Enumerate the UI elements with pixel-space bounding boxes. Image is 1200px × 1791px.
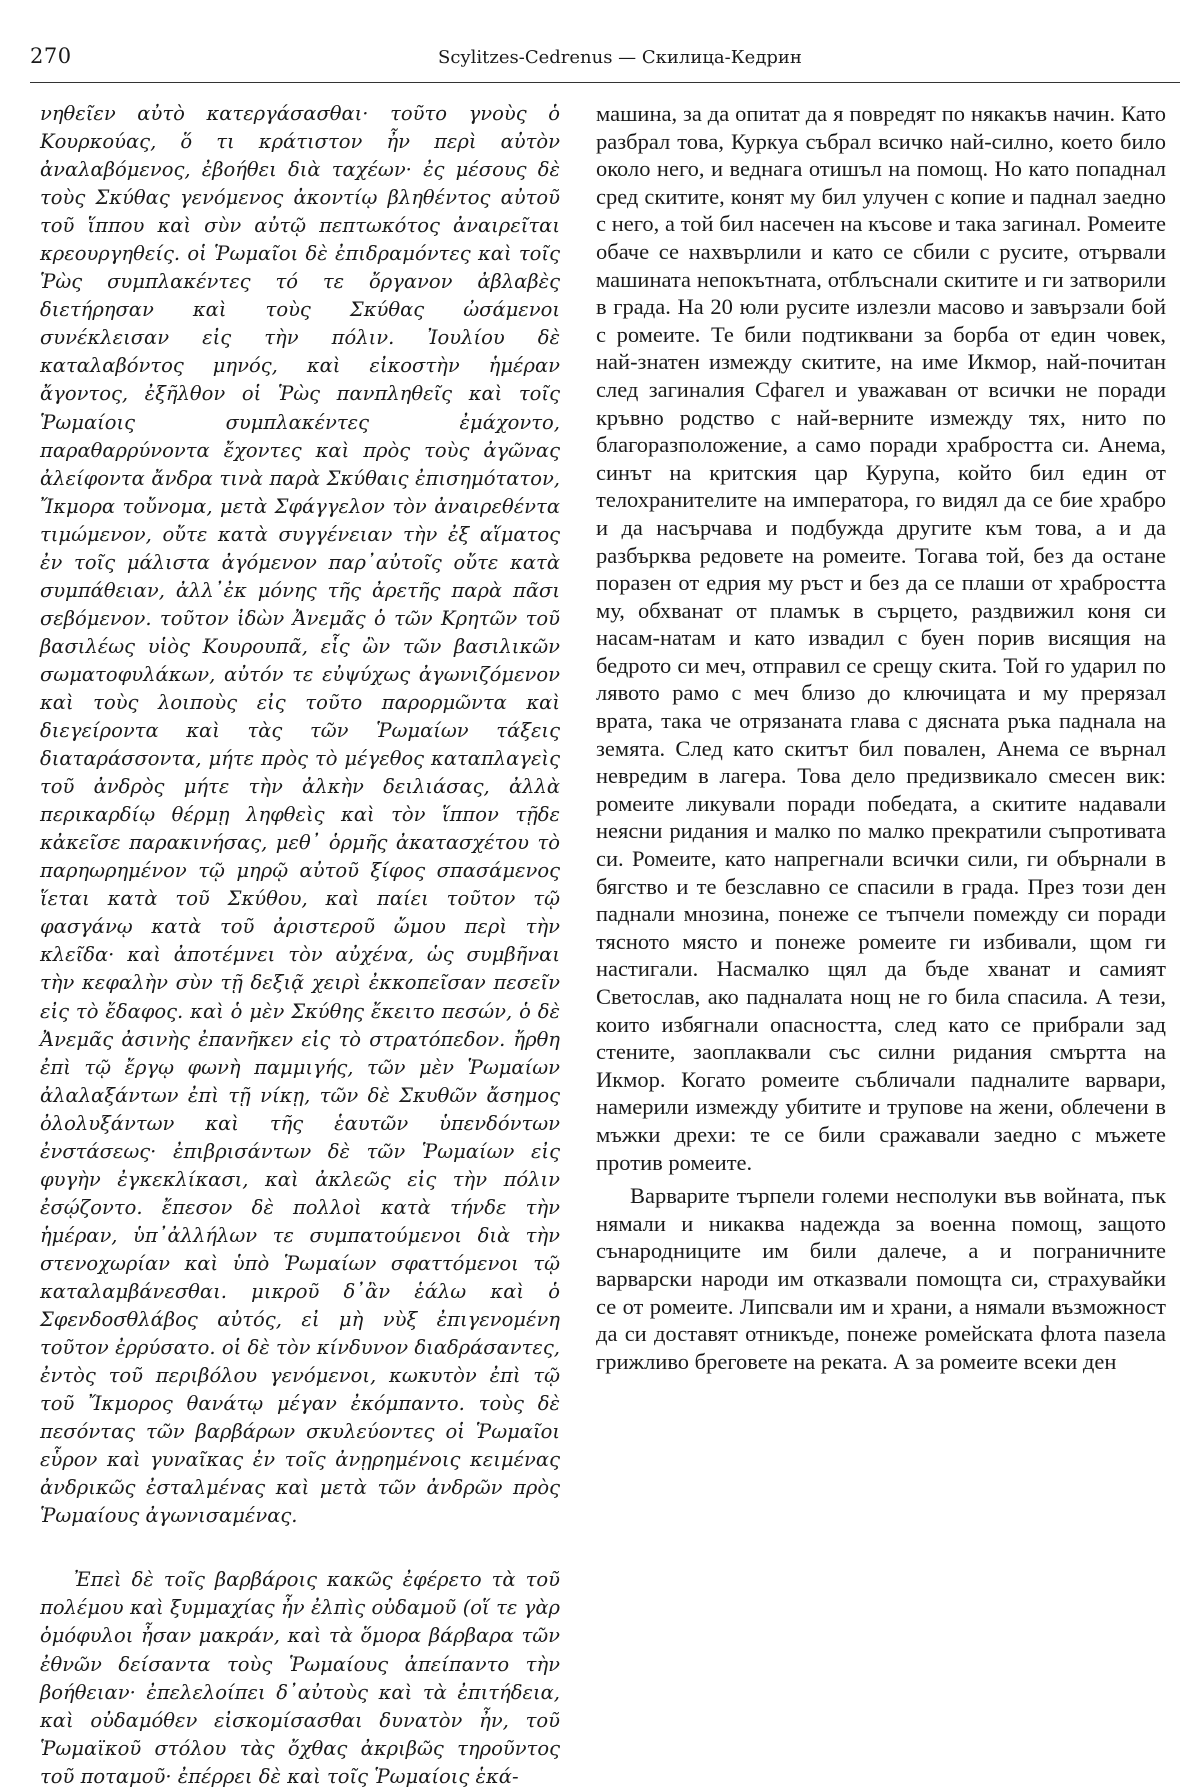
page-header	[30, 44, 1180, 76]
bulgarian-translation-column	[596, 100, 1166, 1375]
greek-paragraph-2: Ἐπεὶ δὲ τοῖς βαρβάροις κακῶς ἐφέρετο τὰ τοῦ πολέμου καὶ ξυμμαχίας ἦν ἐλπὶς οὐδαμοῦ (οἵ τε γὰρ ὁμόφυλοι ἦσαν μακράν, καὶ τὰ ὅμορα βάρβαρα τῶν ἐθνῶν δείσαντα τοὺς Ῥωμαίους ἀπείπαντο τὴν βοήθειαν· ἐπελελοίπει δ᾽αὐτοὺς καὶ τὰ ἐπιτήδεια, καὶ οὐδαμόθεν εἰσκομίσασθαι δυνατὸν ἦν, τοῦ Ῥωμαϊκοῦ στόλου τὰς ὄχθας ἀκριβῶς τηροῦντος τοῦ ποταμοῦ· ἐπέρρει δὲ καὶ τοῖς Ῥωμαίοις ἑκά-	[40, 1568, 560, 1788]
greek-paragraph-1: νηθεῖεν αὐτὸ κατεργάσασθαι· τοῦτο γνοὺς ὁ Κουρκούας, ὅ τι κράτιστον ἦν περὶ αὐτὸν ἀναλαβόμενος, ἐβοήθει διὰ ταχέων· ἐς μέσους δὲ τοὺς Σκύθας γενόμενος ἀκοντίῳ βληθέντος αὐτοῦ τοῦ ἵππου καὶ σὺν αὐτῷ πεπτωκότος ἀναιρεῖται κρεουργηθείς. οἱ Ῥωμαῖοι δὲ ἐπιδραμόντες καὶ τοῖς Ῥὼς συμπλακέντες τό τε ὄργανον ἀβλαβὲς διετήρησαν καὶ τοὺς Σκύθας ὠσάμενοι συνέκλεισαν εἰς τὴν πόλιν. Ἰουλίου δὲ καταλαβόντος μηνός, καὶ εἰκοστὴν ἡμέραν ἄγοντος, ἐξῆλθον οἱ Ῥὼς πανπληθεῖς καὶ τοῖς Ῥωμαίοις συμπλακέντες ἐμάχοντο, παραθαρρύνοντα ἔχοντες καὶ πρὸς τοὺς ἀγῶνας ἀλείφοντα ἄνδρα τινὰ παρὰ Σκύθαις ἐπισημότατον, Ἴκμορα τοὔνομα, μετὰ Σφάγγελον τὸν ἀναιρεθέντα τιμώμενον, οὔτε κατὰ συγγένειαν τὴν ἐξ αἵματος ἐν τοῖς μάλιστα ἀγόμενον παρ᾽αὐτοῖς οὔτε κατὰ συμπάθειαν, ἀλλ᾽ἐκ μόνης τῆς ἀρετῆς παρὰ πᾶσι σεβόμενον. τοῦτον ἰδὼν Ἀνεμᾶς ὁ τῶν Κρητῶν τοῦ βασιλέως υἱὸς Κουρουπᾶ, εἷς ὢν τῶν βασιλικῶν σωματοφυλάκων, αὐτόν τε εὐψύχως ἀγωνιζόμενον καὶ τοὺς λοιποὺς εἰς τοῦτο παρορμῶντα καὶ διεγείροντα καὶ τὰς τῶν Ῥωμαίων τάξεις διαταράσσοντα, μήτε πρὸς τὸ μέγεθος καταπλαγεὶς τοῦ ἀνδρὸς μήτε τὴν ἀλκὴν δειλιάσας, ἀλλὰ περικαρδίῳ θέρμῃ ληφθεὶς καὶ τὸν ἵππον τῇδε κἀκεῖσε παρακινήσας, μεθ᾽ ὁρμῆς ἀκατασχέτου τὸ παρηωρημένον τῷ μηρῷ αὐτοῦ ξίφος σπασάμενος ἵεται κατὰ τοῦ Σκύθου, καὶ παίει τοῦτον τῷ φασγάνῳ κατὰ τοῦ ἀριστεροῦ ὤμου περὶ τὴν κλεῖδα· καὶ ἀποτέμνει τὸν αὐχένα, ὡς συμβῆναι τὴν κεφαλὴν σὺν τῇ δεξιᾷ χειρὶ ἐκκοπεῖσαν πεσεῖν εἰς τὸ ἔδαφος. καὶ ὁ μὲν Σκύθης ἔκειτο πεσών, ὁ δὲ Ἀνεμᾶς ἀσινὴς ἐπανῆκεν εἰς τὸ στρατόπεδον. ἤρθη ἐπὶ τῷ ἔργῳ φωνὴ παμμιγής, τῶν μὲν Ῥωμαίων ἀλαλαξάντων ἐπὶ τῇ νίκῃ, τῶν δὲ Σκυθῶν ἄσημος ὀλολυξάντων καὶ τῆς ἑαυτῶν ὑπενδόντων ἐνστάσεως· ἐπιβρισάντων δὲ τῶν Ῥωμαίων εἰς φυγὴν ἐγκεκλίκασι, καὶ ἀκλεῶς εἰς τὴν πόλιν ἐσῴζοντο. ἔπεσον δὲ πολλοὶ κατὰ τήνδε τὴν ἡμέραν, ὑπ᾽ἀλλήλων τε συμπατούμενοι διὰ τὴν στενοχωρίαν καὶ ὑπὸ Ῥωμαίων σφαττόμενοι τῷ καταλαμβάνεσθαι. μικροῦ δ᾽ἂν ἑάλω καὶ ὁ Σφενδοσθλάβος αὐτός, εἰ μὴ νὺξ ἐπιγενομένη τοῦτον ἐρρύσατο. οἱ δὲ τὸν κίνδυνον διαδράσαντες, ἐντὸς τοῦ περιβόλου γενόμενοι, κωκυτὸν ἐπὶ τῷ τοῦ Ἴκμορος θανάτῳ μέγαν ἐκόμπαντο. τοὺς δὲ πεσόντας τῶν βαρβάρων σκυλεύοντες οἱ Ῥωμαῖοι εὗρον καὶ γυναῖκας ἐν τοῖς ἀνῃρημένοις κειμένας ἀνδρικῶς ἐσταλμένας καὶ μετὰ τῶν ἀνδρῶν πρὸς Ῥωμαίους ἀγωνισαμένας.	[40, 102, 560, 1528]
bulgarian-paragraph-2: Варварите търпели големи несполуки във войната, пък нямали и никаква надежда за военна помощ, защото сънародниците им били далече, а и пограничните варварски народи им отказвали помощта си, страхувайки се от ромеите. Липсвали им и храни, а нямали възможност да си доставят отникъде, понеже ромейската флота пазела грижливо бреговете на реката. А за ромеите всеки ден	[596, 1183, 1166, 1374]
running-title: Scylitzes-Cedrenus — Скилица-Кедрин	[438, 47, 802, 68]
page-number: 270	[30, 44, 72, 68]
greek-text-column	[40, 100, 560, 1791]
header-rule	[30, 82, 1180, 83]
bulgarian-paragraph-1: машина, за да опитат да я повредят по някакъв начин. Като разбрал това, Куркуа събрал всичко най-силно, което било около него, и веднага отишъл на помощ. Но като попаднал сред скитите, конят му бил улучен с копие и паднал заедно с него, а той бил насечен на късове и така загинал. Ромеите обаче се нахвърлили и като се сбили с русите, отървали машината непокътната, отблъснали скитите и ги затворили в града. На 20 юли русите излезли масово и завързали бой с ромеите. Те били подтиквани за борба от един човек, най-знатен измежду скитите, на име Икмор, най-почитан след загиналия Сфагел и уважаван от всички не поради кръвно родство с най-верните измежду тях, нито по благоразположение, а само поради храбростта си. Анема, синът на критския цар Курупа, който бил един от телохранителите на императора, го видял да се бие храбро и да насърчава и подбужда другите към това, а и да разбърква редовете на ромеите. Тогава той, без да остане поразен от едрия му ръст и без да се плаши от храбростта му, обхванат от пламък в сърцето, раздвижил коня си насам-натам и като извадил с буен порив висящия на бедрото си меч, отправил се срещу скита. Той го ударил по лявото рамо с меч близо до ключицата и му прерязал врата, така че отрязаната глава с дясната ръка паднала на земята. След като скитът бил повален, Анема се върнал невредим в лагера. Това дело предизвикало смесен вик: ромеите ликували поради победата, а скитите надавали неясни ридания и малко по малко прекратили съпротивата си. Ромеите, като напрегнали всички сили, ги обърнали в бягство и те безславно се спасили в града. През този ден паднали мнозина, понеже се тъпчели помежду си поради тясното място и понеже ромеите ги избивали, щом ги настигали. Насмалко щял да бъде хванат и самият Светослав, ако падналата нощ не го била спасила. А тези, които избягнали опасността, след като се прибрали зад стените, заоплаквали със силни ридания смъртта на Икмор. Когато ромеите събличали падналите варвари, намерили измежду убитите и трупове на жени, облечени в мъжки дрехи: те се били сражавали заедно с мъжете против ромеите.	[596, 101, 1166, 1175]
